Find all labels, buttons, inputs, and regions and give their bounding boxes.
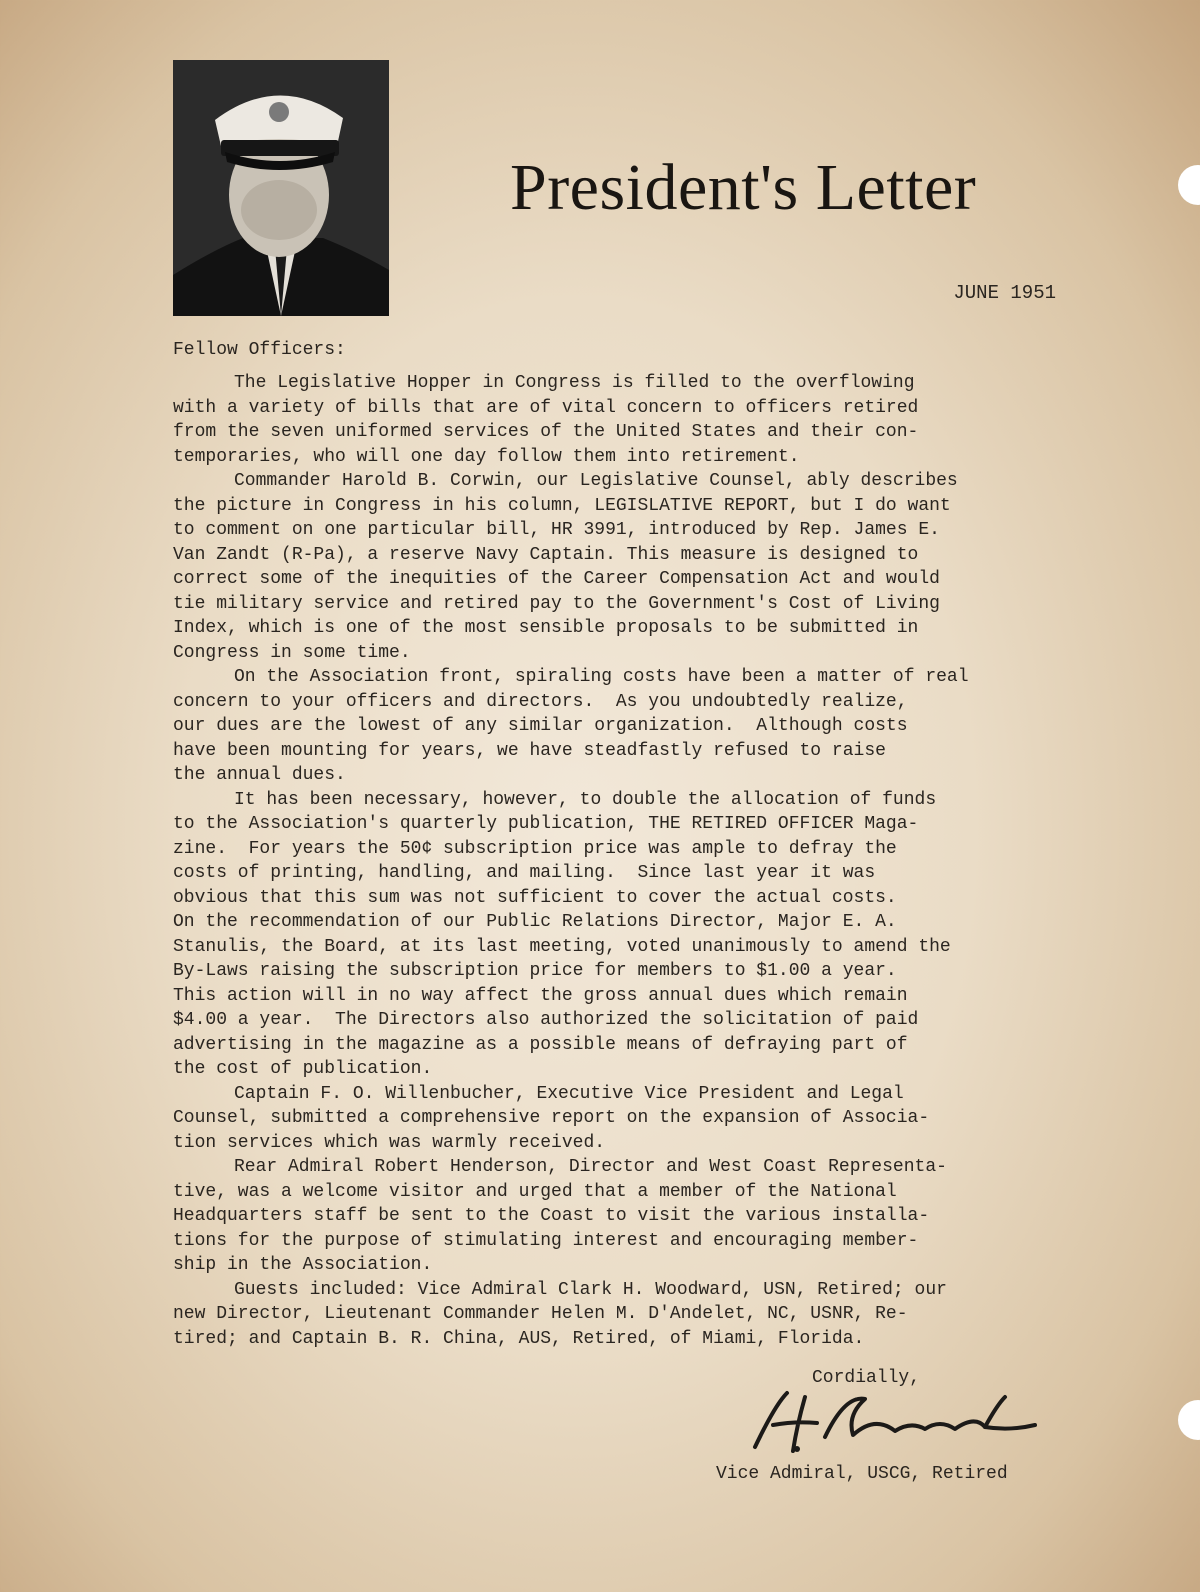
paragraph: [173, 469, 1053, 665]
text-line: temporaries, who will one day follow them into retirement.: [173, 446, 800, 467]
text-line: advertising in the magazine as a possible means of defraying part of: [173, 1034, 908, 1055]
text-line: This action will in no way affect the gross annual dues which remain: [173, 985, 908, 1006]
text-line: Captain F. O. Willenbucher, Executive Vice President and Legal: [234, 1083, 904, 1104]
text-line: Commander Harold B. Corwin, our Legislative Counsel, ably describes: [234, 471, 958, 491]
text-line: from the seven uniformed services of the United States and their con-: [173, 422, 919, 442]
text-line: have been mounting for years, we have steadfastly refused to raise: [173, 740, 886, 761]
issue-date: JUNE 1951: [953, 282, 1056, 304]
portrait-illustration: [173, 60, 389, 316]
text-line: On the Association front, spiraling costs have been a matter of real: [234, 667, 969, 687]
paragraph: [173, 665, 1053, 788]
text-line: Congress in some time.: [173, 642, 411, 663]
text-line: correct some of the inequities of the Career Compensation Act and would: [173, 569, 940, 589]
text-line: ship in the Association.: [173, 1255, 433, 1275]
page-title: President's Letter: [510, 151, 977, 224]
text-line: Index, which is one of the most sensible proposals to be submitted in: [173, 618, 919, 638]
signature-title: Vice Admiral, USCG, Retired: [716, 1464, 1008, 1484]
text-line: to comment on one particular bill, HR 3991, introduced by Rep. James E.: [173, 520, 940, 540]
text-line: Counsel, submitted a comprehensive report on the expansion of Associa-: [173, 1108, 930, 1128]
text-line: new Director, Lieutenant Commander Helen M. D'Andelet, NC, USNR, Re-: [173, 1304, 908, 1324]
text-line: with a variety of bills that are of vital concern to officers retired: [173, 397, 919, 418]
text-line: the picture in Congress in his column, LEGISLATIVE REPORT, but I do want: [173, 495, 951, 516]
salutation: Fellow Officers:: [173, 340, 346, 360]
text-line: It has been necessary, however, to double the allocation of funds: [234, 789, 937, 810]
closing-text: Cordially,: [812, 1368, 921, 1388]
text-line: zine. For years the 50¢ subscription price was ample to defray the: [173, 838, 897, 859]
text-line: the cost of publication.: [173, 1059, 433, 1079]
text-line: By-Laws raising the subscription price for members to $1.00 a year.: [173, 961, 897, 981]
text-line: the annual dues.: [173, 765, 346, 785]
text-line: Van Zandt (R-Pa), a reserve Navy Captain. This measure is designed to: [173, 544, 919, 565]
text-line: tive, was a welcome visitor and urged that a member of the National: [173, 1181, 897, 1202]
text-line: tie military service and retired pay to the Government's Cost of Living: [173, 593, 940, 614]
handwritten-signature: [735, 1385, 1055, 1455]
text-line: tired; and Captain B. R. China, AUS, Retired, of Miami, Florida.: [173, 1328, 865, 1349]
paragraph: [173, 1278, 1053, 1352]
text-line: Stanulis, the Board, at its last meeting, voted unanimously to amend the: [173, 936, 951, 957]
text-line: On the recommendation of our Public Relations Director, Major E. A.: [173, 912, 897, 932]
text-line: obvious that this sum was not sufficient to cover the actual costs.: [173, 887, 897, 908]
text-line: our dues are the lowest of any similar organization. Although costs: [173, 716, 908, 736]
paragraph: [173, 1155, 1053, 1278]
text-line: to the Association's quarterly publication, THE RETIRED OFFICER Maga-: [173, 814, 919, 834]
text-line: tion services which was warmly received.: [173, 1132, 606, 1153]
text-line: The Legislative Hopper in Congress is filled to the overflowing: [234, 373, 915, 393]
text-line: tions for the purpose of stimulating interest and encouraging member-: [173, 1230, 919, 1251]
binder-hole-top: [1178, 165, 1200, 205]
text-line: costs of printing, handling, and mailing. Since last year it was: [173, 863, 876, 883]
text-line: concern to your officers and directors. As you undoubtedly realize,: [173, 691, 908, 712]
paragraph: [173, 371, 1053, 469]
letter-body: [173, 371, 1053, 1351]
text-line: Headquarters staff be sent to the Coast to visit the various installa-: [173, 1206, 930, 1226]
text-line: $4.00 a year. The Directors also authorized the solicitation of paid: [173, 1010, 919, 1030]
text-line: Guests included: Vice Admiral Clark H. Woodward, USN, Retired; our: [234, 1279, 947, 1300]
president-portrait-photo: [173, 60, 389, 316]
paragraph: [173, 788, 1053, 1082]
binder-hole-bottom: [1178, 1400, 1200, 1440]
paragraph: [173, 1082, 1053, 1156]
text-line: Rear Admiral Robert Henderson, Director and West Coast Representa-: [234, 1157, 947, 1177]
